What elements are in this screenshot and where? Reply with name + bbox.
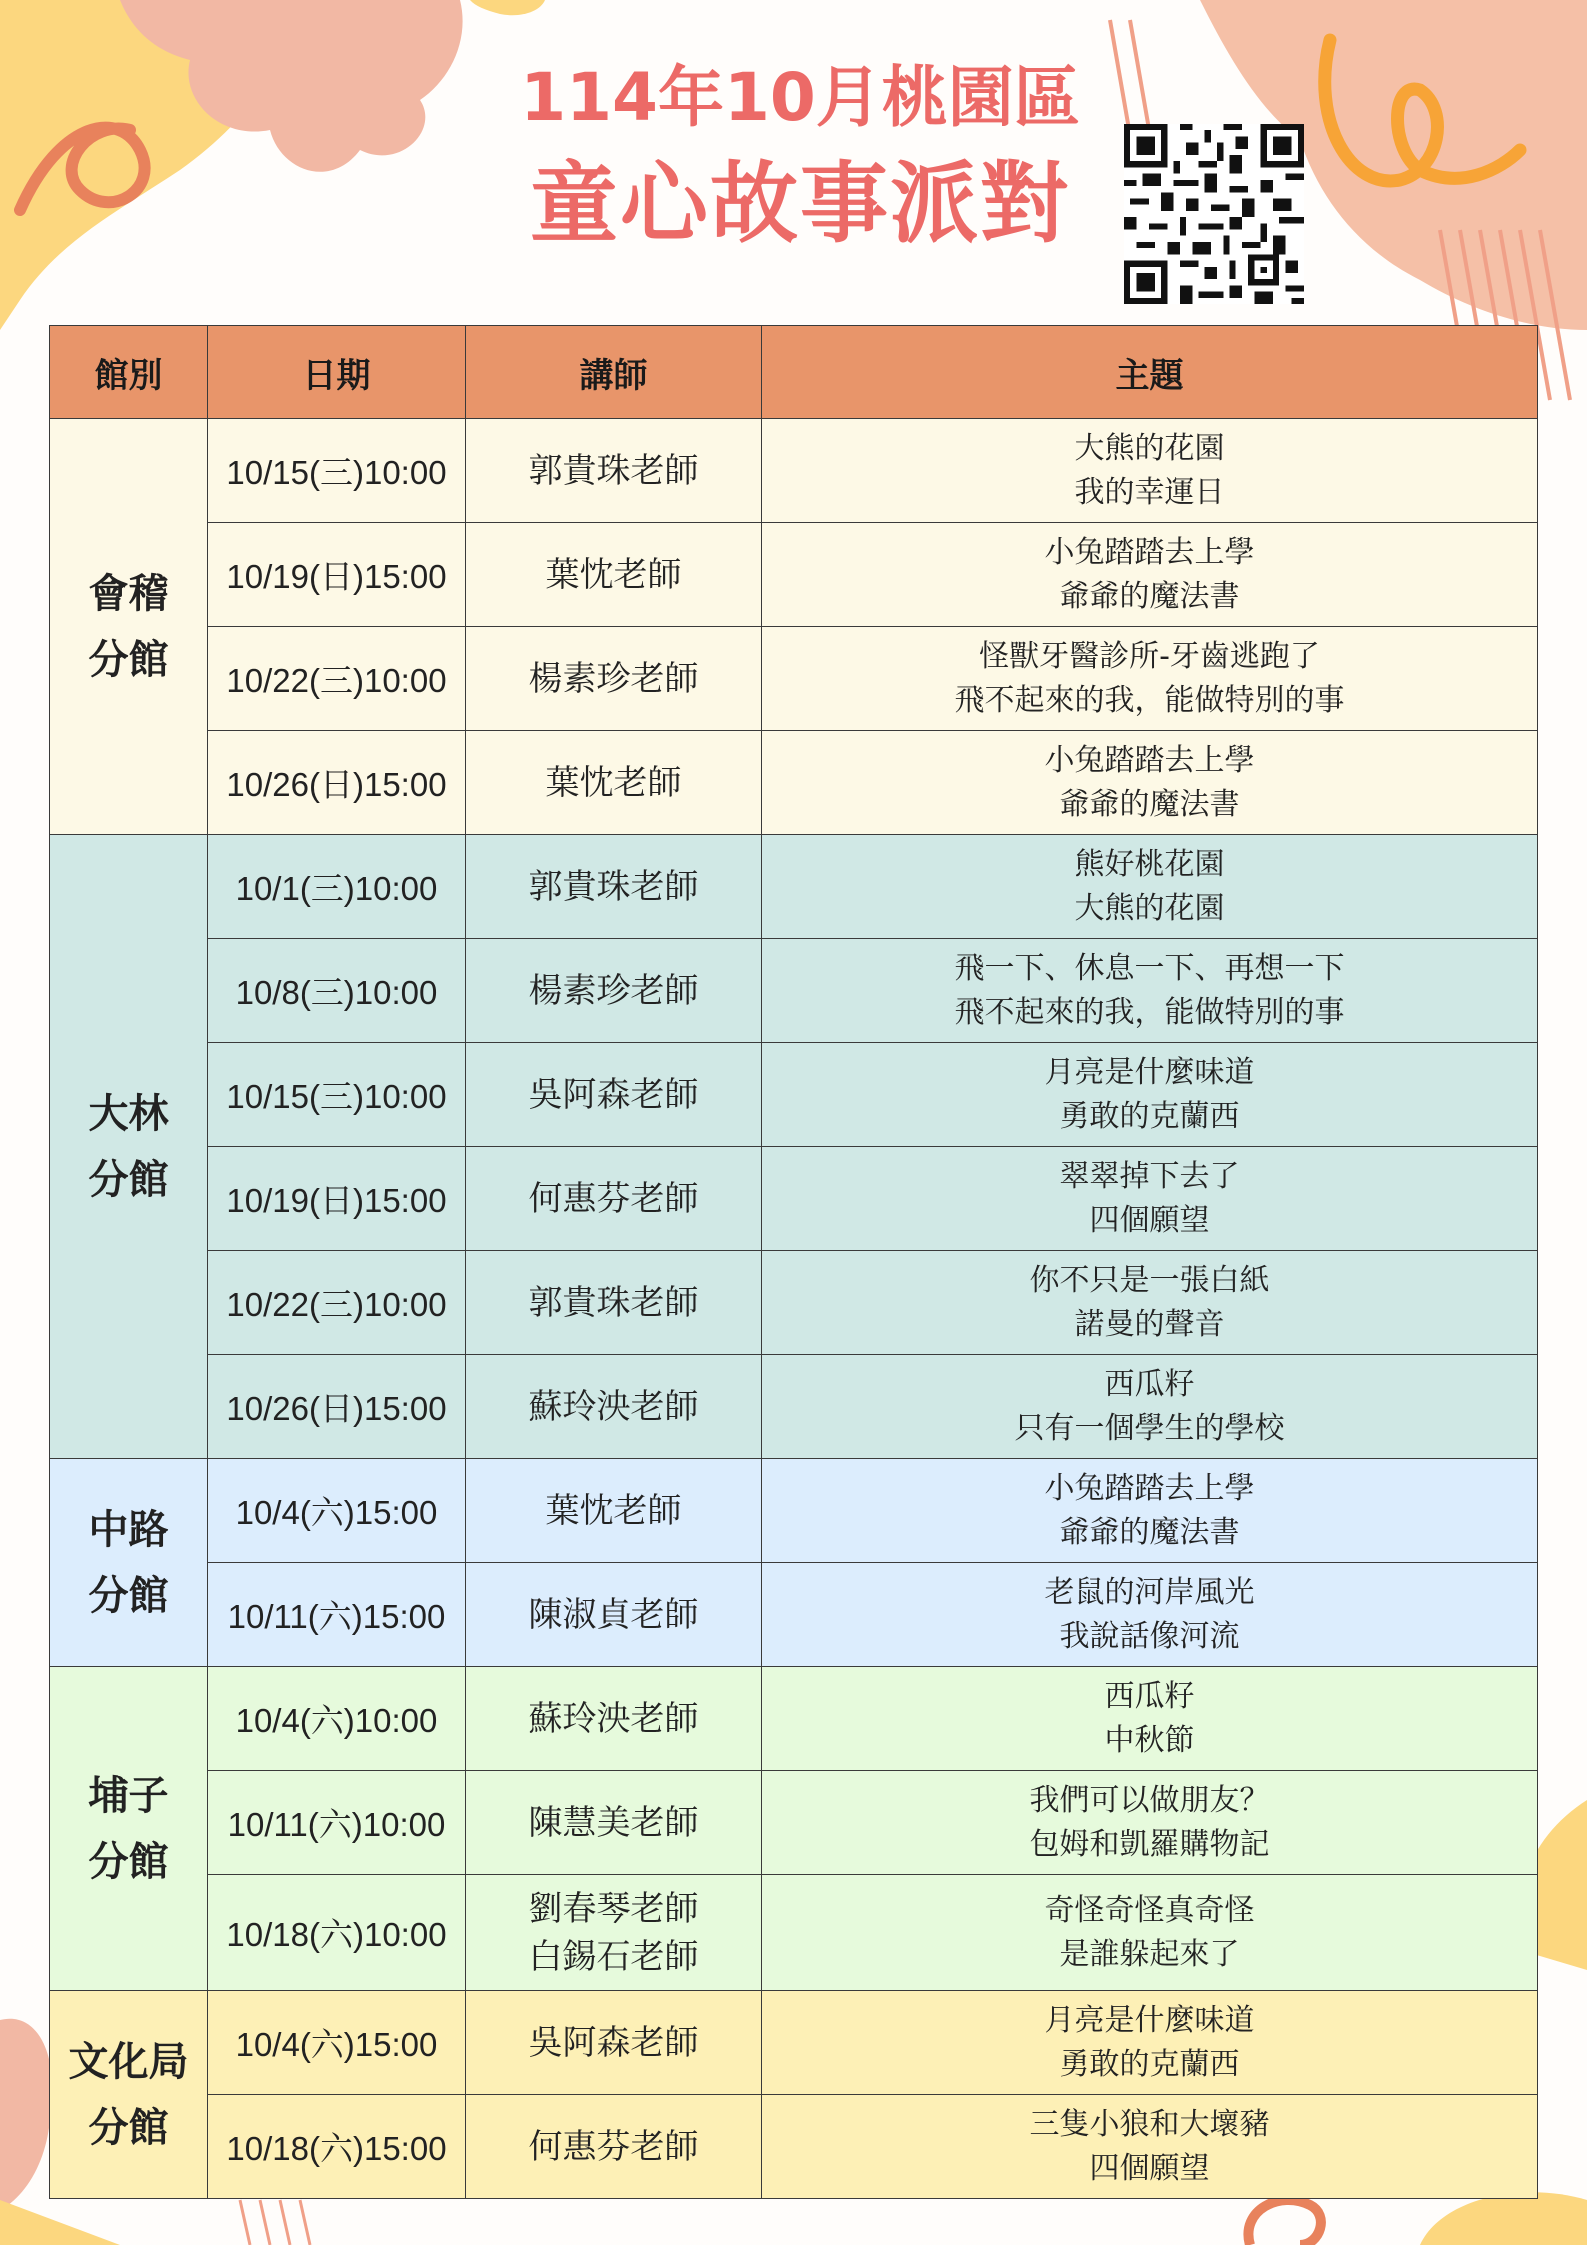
topic-title: 奇怪奇怪真奇怪 <box>1044 1892 1255 1928</box>
topic-title: 四個願望 <box>1089 1202 1210 1238</box>
lecturer-name: 何惠芬老師 <box>528 1178 699 1219</box>
date-cell: 10/18(六)10:00 <box>208 1875 466 1991</box>
lecturer-name: 郭貴珠老師 <box>528 866 699 907</box>
topic-title: 西瓜籽 <box>1104 1366 1195 1402</box>
topic-title: 西瓜籽 <box>1104 1678 1195 1714</box>
date-cell: 10/19(日)15:00 <box>208 523 466 627</box>
table-row <box>50 627 1538 731</box>
lecturer-name: 郭貴珠老師 <box>528 1282 699 1323</box>
lecturer-name: 葉忱老師 <box>545 762 682 803</box>
lecturer-cell <box>466 1875 762 1991</box>
lecturer-name: 劉春琴老師 <box>528 1888 699 1929</box>
branch-name-line: 中路 <box>88 1506 169 1553</box>
table-row <box>50 1991 1538 2095</box>
branch-name-line: 文化局 <box>68 2038 189 2085</box>
date-cell: 10/26(日)15:00 <box>208 731 466 835</box>
topic-title: 翠翠掉下去了 <box>1059 1158 1240 1194</box>
branch-cell <box>50 1991 208 2199</box>
topic-title: 老鼠的河岸風光 <box>1044 1574 1255 1610</box>
topic-title: 小兔踏踏去上學 <box>1044 1470 1255 1506</box>
date-cell: 10/1(三)10:00 <box>208 835 466 939</box>
date-cell: 10/26(日)15:00 <box>208 1355 466 1459</box>
branch-name-line: 埔子 <box>88 1772 169 1819</box>
topic-title: 包姆和凱羅購物記 <box>1029 1826 1270 1862</box>
date-cell: 10/15(三)10:00 <box>208 419 466 523</box>
topic-cell <box>762 1251 1538 1355</box>
lecturer-cell <box>466 2095 762 2199</box>
date-cell: 10/4(六)15:00 <box>208 1459 466 1563</box>
header-branch: 館別 <box>50 326 208 419</box>
lecturer-cell <box>466 1991 762 2095</box>
branch-name-line: 分館 <box>88 636 169 683</box>
lecturer-name: 楊素珍老師 <box>528 970 699 1011</box>
topic-cell <box>762 1563 1538 1667</box>
header-lecturer: 講師 <box>466 326 762 419</box>
table-row <box>50 1771 1538 1875</box>
topic-cell <box>762 1667 1538 1771</box>
lecturer-cell <box>466 1043 762 1147</box>
lecturer-cell <box>466 1147 762 1251</box>
topic-title: 大熊的花園 <box>1074 890 1225 926</box>
lecturer-name: 何惠芬老師 <box>528 2126 699 2167</box>
topic-title: 大熊的花園 <box>1074 430 1225 466</box>
topic-cell <box>762 1355 1538 1459</box>
table-row <box>50 2095 1538 2199</box>
table-row <box>50 939 1538 1043</box>
table-row <box>50 1355 1538 1459</box>
date-cell: 10/4(六)10:00 <box>208 1667 466 1771</box>
date-cell: 10/4(六)15:00 <box>208 1991 466 2095</box>
topic-title: 爺爺的魔法書 <box>1059 786 1240 822</box>
topic-title: 我的幸運日 <box>1074 474 1225 510</box>
branch-cell <box>50 1459 208 1667</box>
table-row <box>50 1875 1538 1991</box>
lecturer-cell <box>466 523 762 627</box>
topic-title: 三隻小狼和大壞豬 <box>1029 2106 1270 2142</box>
branch-name-line: 分館 <box>88 1838 169 1885</box>
branch-name-line: 分館 <box>88 1156 169 1203</box>
qr-code-icon <box>1124 124 1304 304</box>
branch-cell <box>50 419 208 835</box>
topic-cell <box>762 1459 1538 1563</box>
topic-title: 飛不起來的我，能做特別的事 <box>954 682 1345 718</box>
lecturer-name: 楊素珍老師 <box>528 658 699 699</box>
branch-name-line: 大林 <box>88 1090 169 1137</box>
lecturer-cell <box>466 731 762 835</box>
lecturer-cell <box>466 1251 762 1355</box>
date-cell: 10/22(三)10:00 <box>208 1251 466 1355</box>
topic-title: 飛不起來的我，能做特別的事 <box>954 994 1345 1030</box>
topic-title: 諾曼的聲音 <box>1074 1306 1225 1342</box>
lecturer-cell <box>466 1355 762 1459</box>
topic-cell <box>762 835 1538 939</box>
topic-cell <box>762 1043 1538 1147</box>
lecturer-cell <box>466 1563 762 1667</box>
topic-title: 我說話像河流 <box>1059 1618 1240 1654</box>
topic-cell <box>762 1875 1538 1991</box>
topic-cell <box>762 419 1538 523</box>
table-row <box>50 1147 1538 1251</box>
lecturer-name: 白錫石老師 <box>528 1936 699 1977</box>
lecturer-name: 葉忱老師 <box>545 1490 682 1531</box>
table-row <box>50 835 1538 939</box>
date-cell: 10/15(三)10:00 <box>208 1043 466 1147</box>
page-title-line1: 114年10月桃園區 <box>520 59 1080 136</box>
topic-title: 爺爺的魔法書 <box>1059 1514 1240 1550</box>
topic-title: 你不只是一張白紙 <box>1029 1262 1270 1298</box>
lecturer-name: 蘇玲泱老師 <box>528 1698 699 1739</box>
table-row <box>50 523 1538 627</box>
topic-cell <box>762 1771 1538 1875</box>
branch-name-line: 分館 <box>88 1572 169 1619</box>
topic-title: 只有一個學生的學校 <box>1014 1410 1285 1446</box>
topic-cell <box>762 731 1538 835</box>
table-header-row <box>50 326 1538 419</box>
lecturer-name: 吳阿森老師 <box>528 2022 699 2063</box>
topic-title: 爺爺的魔法書 <box>1059 578 1240 614</box>
date-cell: 10/22(三)10:00 <box>208 627 466 731</box>
lecturer-cell <box>466 1667 762 1771</box>
date-cell: 10/11(六)10:00 <box>208 1771 466 1875</box>
table-row <box>50 731 1538 835</box>
header-date: 日期 <box>208 326 466 419</box>
lecturer-name: 蘇玲泱老師 <box>528 1386 699 1427</box>
page-title-line2: 童心故事派對 <box>529 152 1070 255</box>
topic-title: 月亮是什麼味道 <box>1044 2002 1255 2038</box>
lecturer-cell <box>466 1459 762 1563</box>
header-topic: 主題 <box>762 326 1538 419</box>
lecturer-cell <box>466 627 762 731</box>
topic-title: 小兔踏踏去上學 <box>1044 534 1255 570</box>
lecturer-name: 陳慧美老師 <box>528 1802 699 1843</box>
schedule-body <box>50 419 1538 2199</box>
table-row <box>50 1667 1538 1771</box>
topic-title: 我們可以做朋友？ <box>1029 1782 1270 1818</box>
topic-title: 中秋節 <box>1104 1722 1195 1758</box>
topic-cell <box>762 2095 1538 2199</box>
table-row <box>50 1459 1538 1563</box>
lecturer-cell <box>466 1771 762 1875</box>
lecturer-cell <box>466 419 762 523</box>
date-cell: 10/8(三)10:00 <box>208 939 466 1043</box>
lecturer-name: 郭貴珠老師 <box>528 450 699 491</box>
date-cell: 10/18(六)15:00 <box>208 2095 466 2199</box>
topic-cell <box>762 627 1538 731</box>
lecturer-cell <box>466 835 762 939</box>
topic-title: 小兔踏踏去上學 <box>1044 742 1255 778</box>
table-row <box>50 1251 1538 1355</box>
table-row <box>50 1563 1538 1667</box>
branch-cell <box>50 835 208 1459</box>
table-row <box>50 1043 1538 1147</box>
branch-name-line: 分館 <box>88 2104 169 2151</box>
topic-title: 熊好桃花園 <box>1074 846 1225 882</box>
schedule-table <box>49 325 1538 2199</box>
topic-title: 怪獸牙醫診所-牙齒逃跑了 <box>979 638 1320 674</box>
date-cell: 10/11(六)15:00 <box>208 1563 466 1667</box>
date-cell: 10/19(日)15:00 <box>208 1147 466 1251</box>
lecturer-name: 葉忱老師 <box>545 554 682 595</box>
branch-name-line: 會稽 <box>88 570 169 617</box>
lecturer-name: 陳淑貞老師 <box>528 1594 699 1635</box>
table-row <box>50 419 1538 523</box>
topic-title: 月亮是什麼味道 <box>1044 1054 1255 1090</box>
topic-cell <box>762 1147 1538 1251</box>
topic-title: 勇敢的克蘭西 <box>1059 1098 1240 1134</box>
topic-cell <box>762 523 1538 627</box>
topic-cell <box>762 1991 1538 2095</box>
topic-title: 四個願望 <box>1089 2150 1210 2186</box>
topic-title: 勇敢的克蘭西 <box>1059 2046 1240 2082</box>
lecturer-cell <box>466 939 762 1043</box>
topic-cell <box>762 939 1538 1043</box>
topic-title: 是誰躲起來了 <box>1059 1936 1240 1972</box>
branch-cell <box>50 1667 208 1991</box>
lecturer-name: 吳阿森老師 <box>528 1074 699 1115</box>
topic-title: 飛一下、休息一下、再想一下 <box>954 950 1345 986</box>
